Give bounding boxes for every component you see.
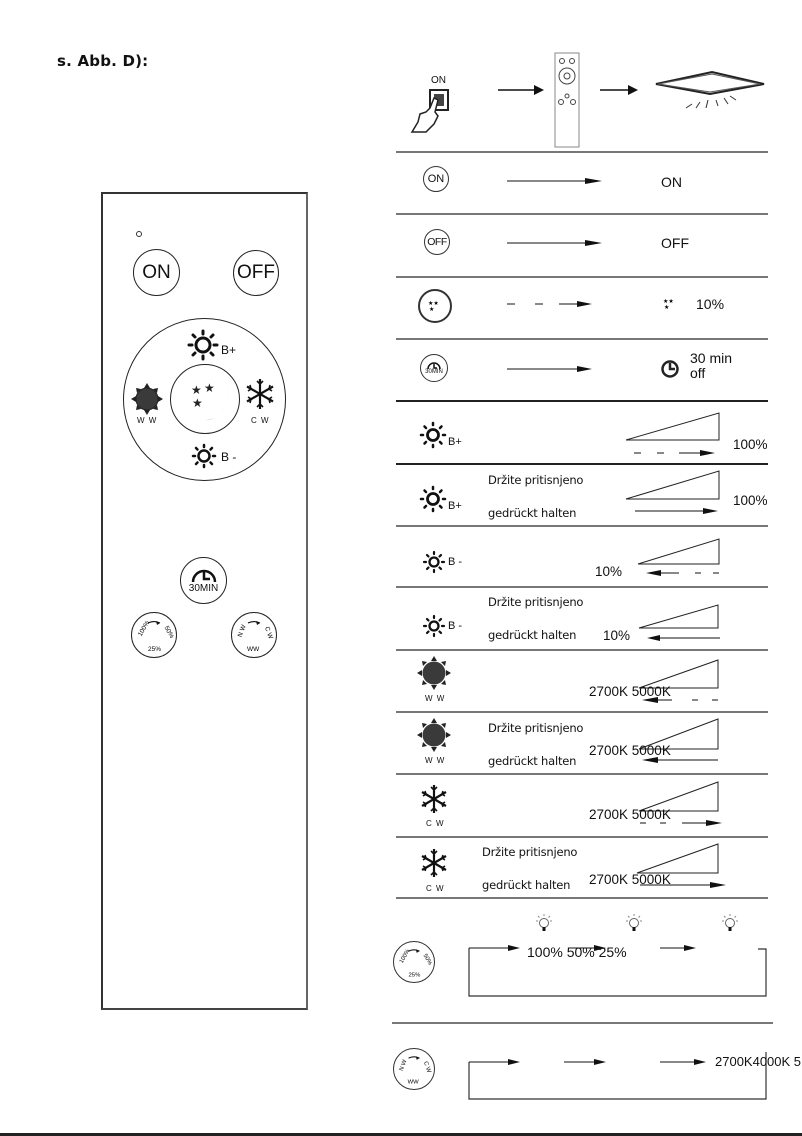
divider	[396, 213, 768, 215]
color-temp-range: 2700K 5000K	[589, 743, 671, 758]
divider	[396, 338, 768, 340]
b-minus-label: B -	[221, 450, 237, 464]
divider	[396, 151, 768, 153]
wall-switch-label: ON	[431, 75, 446, 86]
ww-label: W W	[425, 756, 446, 765]
brightness-down-icon[interactable]	[192, 444, 216, 468]
b-minus-label: B -	[448, 556, 463, 568]
remote-color-cycle-button[interactable]	[231, 612, 277, 658]
indicator-led	[136, 231, 142, 237]
divider	[396, 711, 768, 713]
remote-off-button[interactable]: OFF	[233, 250, 279, 296]
color-temp-range: 2700K 5000K	[589, 807, 671, 822]
moon-icon	[178, 372, 232, 426]
color-cycle-icon	[232, 613, 276, 657]
ramp-up-graphic	[625, 470, 725, 518]
svg-text:★: ★	[204, 381, 215, 395]
divider	[392, 1022, 773, 1024]
svg-text:★★: ★★	[428, 301, 439, 307]
moon-icon	[657, 292, 681, 316]
svg-text:WW: WW	[247, 646, 260, 653]
light-bulb-icon	[623, 912, 645, 934]
color-cycle-icon	[393, 1048, 435, 1090]
divider	[396, 897, 768, 899]
hold-instruction-de: gedrückt halten	[488, 506, 577, 520]
light-bulb-icon	[533, 912, 555, 934]
svg-text:25%: 25%	[148, 646, 162, 653]
brightness-up-icon	[418, 420, 448, 450]
light-bulb-icon	[719, 912, 741, 934]
cool-white-icon	[419, 784, 449, 814]
hand-pressing-switch-icon	[408, 88, 458, 140]
hold-instruction-hr: Držite pritisnjeno	[482, 845, 578, 859]
hold-instruction-de: gedrückt halten	[482, 878, 571, 892]
brightness-min-value: 10%	[595, 564, 623, 579]
on-button-icon: ON	[423, 166, 449, 192]
svg-text:★★: ★★	[663, 299, 674, 305]
svg-text:50%: 50%	[162, 624, 176, 640]
divider	[396, 836, 768, 838]
brightness-cycle-icon	[132, 613, 176, 657]
svg-text:100%: 100%	[398, 948, 412, 965]
night-mode-icon	[418, 289, 452, 323]
divider	[396, 400, 768, 402]
clock-icon	[660, 359, 680, 379]
brightness-down-icon	[422, 550, 446, 574]
color-temp-range: 2700K 5000K	[589, 684, 671, 699]
arrow-icon	[498, 84, 548, 96]
arrow-icon	[507, 364, 597, 374]
svg-text:25%: 25%	[408, 972, 421, 979]
ramp-down-graphic	[638, 604, 726, 644]
divider	[396, 773, 768, 775]
brightness-cycle-values: 100% 50% 25%	[527, 944, 627, 960]
svg-text:50%: 50%	[421, 953, 433, 967]
arrow-icon	[507, 176, 607, 186]
svg-text:100%: 100%	[136, 619, 152, 638]
result-night: 10%	[696, 296, 725, 312]
result-off: OFF	[661, 235, 689, 251]
warm-white-icon	[416, 655, 452, 691]
remote-brightness-cycle-button[interactable]	[131, 612, 177, 658]
divider	[396, 463, 768, 465]
b-plus-label: B+	[221, 343, 237, 357]
ramp-up-graphic	[625, 412, 725, 462]
dashed-arrow-icon	[507, 299, 597, 309]
divider	[396, 649, 768, 651]
arrow-icon	[600, 84, 650, 96]
brightness-up-icon[interactable]	[188, 330, 218, 360]
cw-label: C W	[251, 416, 270, 425]
ww-label: W W	[137, 416, 158, 425]
arrow-icon	[507, 238, 607, 248]
svg-text:N W: N W	[398, 1059, 409, 1072]
color-temp-ramp-graphic	[638, 718, 724, 766]
remote-on-button[interactable]: ON	[133, 249, 180, 296]
hold-instruction-hr: Držite pritisnjeno	[488, 721, 584, 735]
svg-text:C W: C W	[262, 625, 274, 641]
section-heading: s. Abb. D):	[57, 52, 149, 70]
divider	[396, 276, 768, 278]
hold-instruction-hr: Držite pritisnjeno	[488, 595, 584, 609]
timer-icon: 30MIN	[420, 354, 448, 382]
svg-text:★: ★	[192, 396, 203, 410]
remote-timer-button[interactable]	[180, 557, 227, 604]
result-timer: 30 min off	[690, 350, 733, 381]
brightness-max-value: 100%	[733, 493, 768, 508]
b-minus-label: B -	[448, 620, 463, 632]
b-plus-label: B+	[448, 436, 462, 448]
svg-text:WW: WW	[407, 1079, 419, 1086]
cw-label: C W	[426, 884, 445, 893]
svg-text:★: ★	[191, 383, 202, 397]
warm-white-icon[interactable]	[130, 382, 164, 416]
svg-text:C W: C W	[421, 1060, 432, 1074]
svg-text:★: ★	[664, 305, 670, 311]
brightness-down-icon	[422, 614, 446, 638]
divider	[396, 586, 768, 588]
brightness-max-value: 100%	[733, 437, 768, 452]
warm-white-icon	[416, 717, 452, 753]
svg-text:N W: N W	[236, 623, 248, 639]
ceiling-panel-light-icon	[654, 70, 764, 118]
ramp-down-graphic	[637, 538, 725, 582]
result-on: ON	[661, 174, 682, 190]
b-plus-label: B+	[448, 500, 462, 512]
timer-icon	[191, 567, 217, 583]
brightness-cycle-icon	[393, 941, 435, 983]
cool-white-icon[interactable]	[244, 378, 276, 410]
color-cycle-values: 2700K4000K 5	[715, 1054, 802, 1069]
divider	[396, 525, 768, 527]
brightness-min-value: 10%	[603, 628, 631, 643]
svg-text:★: ★	[429, 307, 435, 313]
color-temp-range: 2700K 5000K	[589, 872, 671, 887]
remote-thumbnail-icon	[554, 52, 580, 148]
ww-label: W W	[425, 694, 446, 703]
hold-instruction-hr: Držite pritisnjeno	[488, 473, 584, 487]
cool-white-icon	[419, 848, 449, 878]
hold-instruction-de: gedrückt halten	[488, 628, 577, 642]
brightness-up-icon	[418, 484, 448, 514]
hold-instruction-de: gedrückt halten	[488, 754, 577, 768]
timer-label: 30MIN	[188, 583, 219, 594]
cw-label: C W	[426, 819, 445, 828]
off-button-icon: OFF	[424, 229, 450, 255]
